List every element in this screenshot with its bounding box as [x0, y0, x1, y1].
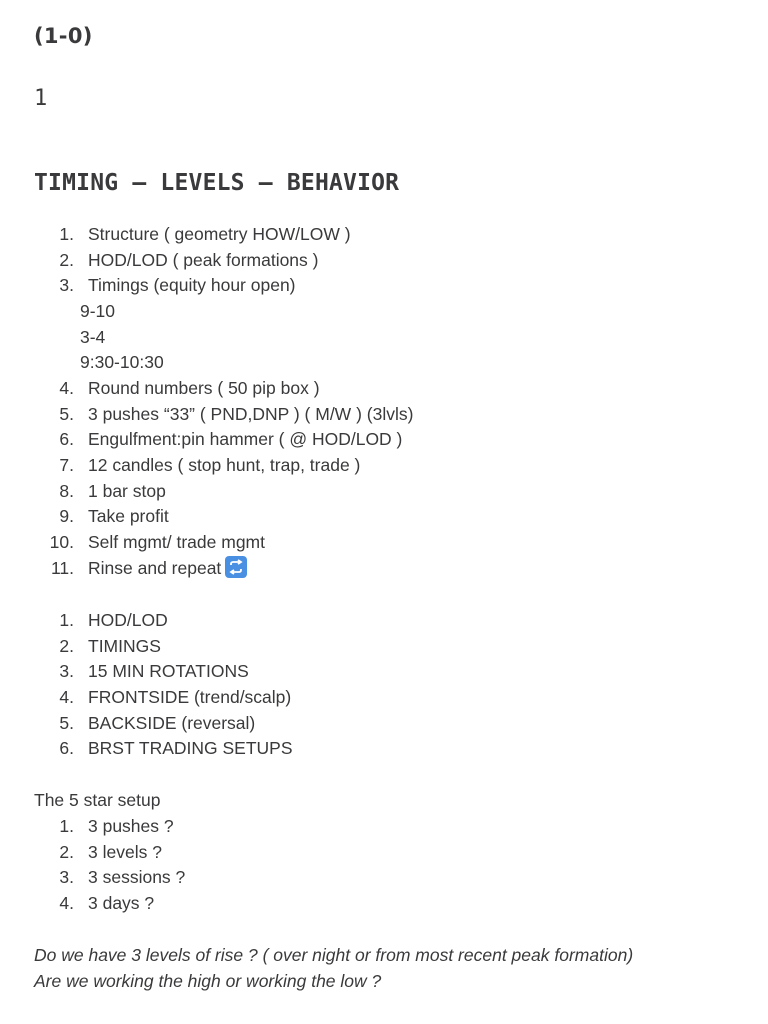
- list-number: 2.: [59, 635, 74, 656]
- five-star-checklist: [34, 814, 185, 917]
- list-number: 1.: [59, 610, 74, 630]
- list-item-text: HOD/LOD: [88, 610, 168, 630]
- list-item-text: Self mgmt/ trade mgmt: [88, 532, 265, 553]
- list-number: 3.: [59, 661, 74, 682]
- list-item-text: 3 days ?: [88, 893, 155, 914]
- list-item: [34, 222, 351, 248]
- checklist-a-continued: [34, 376, 413, 582]
- list-number: 4.: [59, 687, 74, 708]
- list-number: 9.: [59, 506, 74, 527]
- list-item: [34, 248, 351, 274]
- question-line: Do we have 3 levels of rise ? ( over night or from most recent peak formation): [34, 945, 634, 965]
- list-item-text: 1 bar stop: [88, 480, 166, 501]
- list-item: [34, 504, 413, 530]
- timing-line: 3-4: [80, 326, 106, 347]
- timing-line: 9-10: [80, 301, 116, 321]
- list-item: [34, 865, 185, 891]
- list-item-text: BRST TRADING SETUPS: [88, 738, 293, 759]
- list-item-text: 12 candles ( stop hunt, trap, trade ): [88, 455, 361, 476]
- list-item: [34, 711, 293, 737]
- list-number: 8.: [59, 480, 74, 501]
- list-number: 6.: [59, 738, 74, 759]
- questions-block: [34, 943, 633, 994]
- list-item-text: FRONTSIDE (trend/scalp): [88, 687, 292, 708]
- list-number: 6.: [59, 429, 74, 450]
- list-number: 1.: [59, 224, 74, 244]
- note-heading-score: (1-0): [34, 24, 93, 48]
- list-item-text: 3 sessions ?: [88, 867, 186, 888]
- list-number: 11.: [50, 557, 74, 578]
- list-item: [34, 479, 413, 505]
- note-line-one: 1: [34, 86, 48, 111]
- list-item: [34, 608, 293, 634]
- list-number: 10.: [49, 532, 74, 553]
- list-item: [34, 891, 185, 917]
- list-item-text: Rinse and repeat: [88, 557, 222, 578]
- list-number: 3.: [59, 867, 74, 888]
- checklist-a: [34, 222, 351, 299]
- list-item: [34, 659, 293, 685]
- list-item-text: Timings (equity hour open): [88, 275, 296, 296]
- list-item-text: 3 levels ?: [88, 841, 162, 862]
- timing-line: 9:30-10:30: [80, 352, 164, 373]
- list-item-text: BACKSIDE (reversal): [88, 712, 256, 733]
- list-item-text: 15 MIN ROTATIONS: [88, 661, 249, 682]
- list-item: [34, 634, 293, 660]
- list-number: 4.: [59, 893, 74, 914]
- list-item: [34, 814, 185, 840]
- list-item: [34, 840, 185, 866]
- note-main-heading: TIMING – LEVELS – BEHAVIOR: [34, 170, 400, 196]
- list-number: 2.: [59, 841, 74, 862]
- list-item-text: HOD/LOD ( peak formations ): [88, 249, 319, 270]
- list-number: 5.: [59, 403, 74, 424]
- list-number: 5.: [59, 712, 74, 733]
- list-item: [34, 376, 413, 402]
- question-line: Are we working the high or working the low ?: [34, 970, 382, 991]
- list-item-text: Take profit: [88, 506, 169, 527]
- list-item-text: 3 pushes ?: [88, 816, 174, 836]
- list-item: [34, 402, 413, 428]
- five-star-title: The 5 star setup: [34, 790, 161, 810]
- list-item: [34, 427, 413, 453]
- list-item: [34, 273, 351, 299]
- list-item: [34, 556, 413, 582]
- list-item: [34, 685, 293, 711]
- list-number: 4.: [59, 378, 74, 398]
- list-item: [34, 453, 413, 479]
- list-item: [34, 736, 293, 762]
- list-item-text: Structure ( geometry HOW/LOW ): [88, 224, 351, 244]
- list-item-text: 3 pushes “33” ( PND,DNP ) ( M/W ) (3lvls): [88, 403, 414, 424]
- list-number: 7.: [59, 455, 74, 476]
- list-number: 2.: [59, 249, 74, 270]
- repeat-icon: [225, 556, 247, 578]
- list-number: 3.: [59, 275, 74, 296]
- list-item-text: TIMINGS: [88, 635, 161, 656]
- list-item-text: Round numbers ( 50 pip box ): [88, 378, 320, 398]
- list-item-text: Engulfment:pin hammer ( @ HOD/LOD ): [88, 429, 403, 450]
- timings-sub-list: [80, 299, 164, 376]
- checklist-b: [34, 608, 293, 762]
- list-item: [34, 530, 413, 556]
- list-number: 1.: [59, 816, 74, 836]
